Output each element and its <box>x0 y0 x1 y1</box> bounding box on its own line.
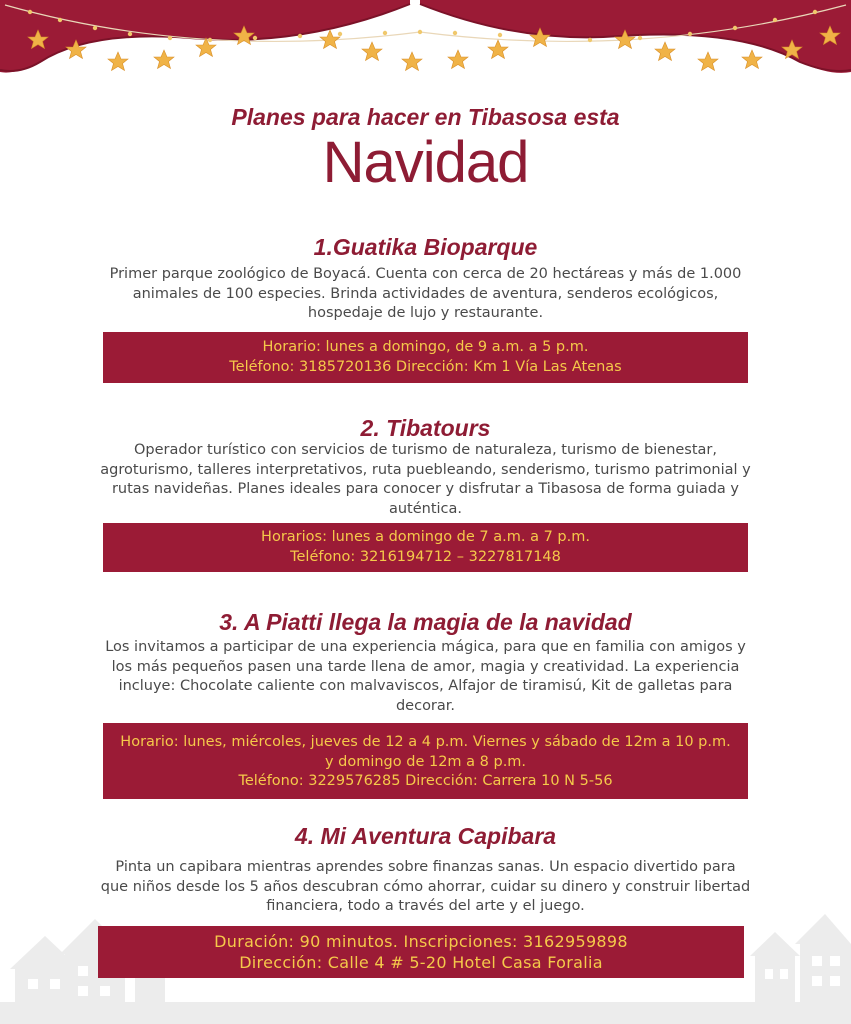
section-2-info-box <box>103 523 748 572</box>
star-icon <box>196 38 216 57</box>
section-1-contact: Teléfono: 3185720136 Dirección: Km 1 Vía Las Atenas <box>229 358 622 375</box>
star-icon <box>698 52 718 71</box>
section-4-description: Pinta un capibara mientras aprendes sobre finanzas sanas. Un espacio divertido para que niños desde los 5 años descubran cómo ahorrar, cuidar su dinero y construir libertad financiera, todo a través del arte y el juego. <box>100 859 751 914</box>
section-3-description: Los invitamos a participar de una experiencia mágica, para que en familia con amigos y los más pequeños pasen una tarde llena de amor, magia y creatividad. La experiencia incluye: Chocolate caliente con malvaviscos, Alfajor de tiramisú, Kit de galletas para decorar. <box>105 639 746 714</box>
page-title: Navidad <box>322 130 529 195</box>
section-1-description: Primer parque zoológico de Boyacá. Cuenta con cerca de 20 hectáreas y más de 1.000 animales de 100 especies. Brinda actividades de aventura, senderos ecológicos, hospedaje de lujo y restaurante. <box>109 266 742 321</box>
section-3-title: 3. A Piatti llega la magia de la navidad <box>219 609 632 635</box>
section-3-schedule-sunday: y domingo de 12m a 8 p.m. <box>324 753 527 770</box>
section-1-schedule: Horario: lunes a domingo, de 9 a.m. a 5 p.m. <box>262 339 589 355</box>
section-1-info-box <box>103 332 748 383</box>
star-icon <box>402 52 422 71</box>
page-subtitle: Planes para hacer en Tibasosa esta <box>231 104 620 130</box>
section-4-duration: Duración: 90 minutos. Inscripciones: 3162959898 <box>214 932 628 951</box>
section-3-schedule: Horario: lunes, miércoles, jueves de 12 a 4 p.m. Viernes y sábado de 12m a 10 p.m. <box>120 734 731 750</box>
curtain-banner <box>0 0 851 90</box>
star-icon <box>488 40 508 59</box>
section-2-title: 2. Tibatours <box>360 415 491 441</box>
curtain-left <box>0 0 410 73</box>
star-icon <box>362 42 382 61</box>
section-4-info-box <box>98 926 744 978</box>
section-2-phone: Teléfono: 3216194712 – 3227817148 <box>290 548 561 565</box>
section-2-schedule: Horarios: lunes a domingo de 7 a.m. a 7 p.m. <box>261 529 590 545</box>
curtain-right <box>420 0 851 73</box>
star-icon <box>108 52 128 71</box>
star-icon <box>320 30 340 49</box>
section-3-contact: Teléfono: 3229576285 Dirección: Carrera 10 N 5-56 <box>238 773 613 789</box>
section-3-info-box <box>103 723 748 799</box>
star-icon <box>154 50 174 69</box>
star-icon <box>448 50 468 69</box>
section-2-description: Operador turístico con servicios de turismo de naturaleza, turismo de bienestar, agroturismo, talleres interpretativos, ruta puebleando, senderismo, turismo patrimonial y rutas navideñas. Planes ideales para conocer y disfrutar a Tibasosa de forma guiada y auténtica. <box>100 442 751 517</box>
section-4-title: 4. Mi Aventura Capibara <box>294 823 557 849</box>
section-1-title: 1.Guatika Bioparque <box>313 234 538 260</box>
section-4-address: Dirección: Calle 4 # 5-20 Hotel Casa Foralia <box>239 953 603 972</box>
star-icon <box>742 50 762 69</box>
star-icon <box>655 42 675 61</box>
